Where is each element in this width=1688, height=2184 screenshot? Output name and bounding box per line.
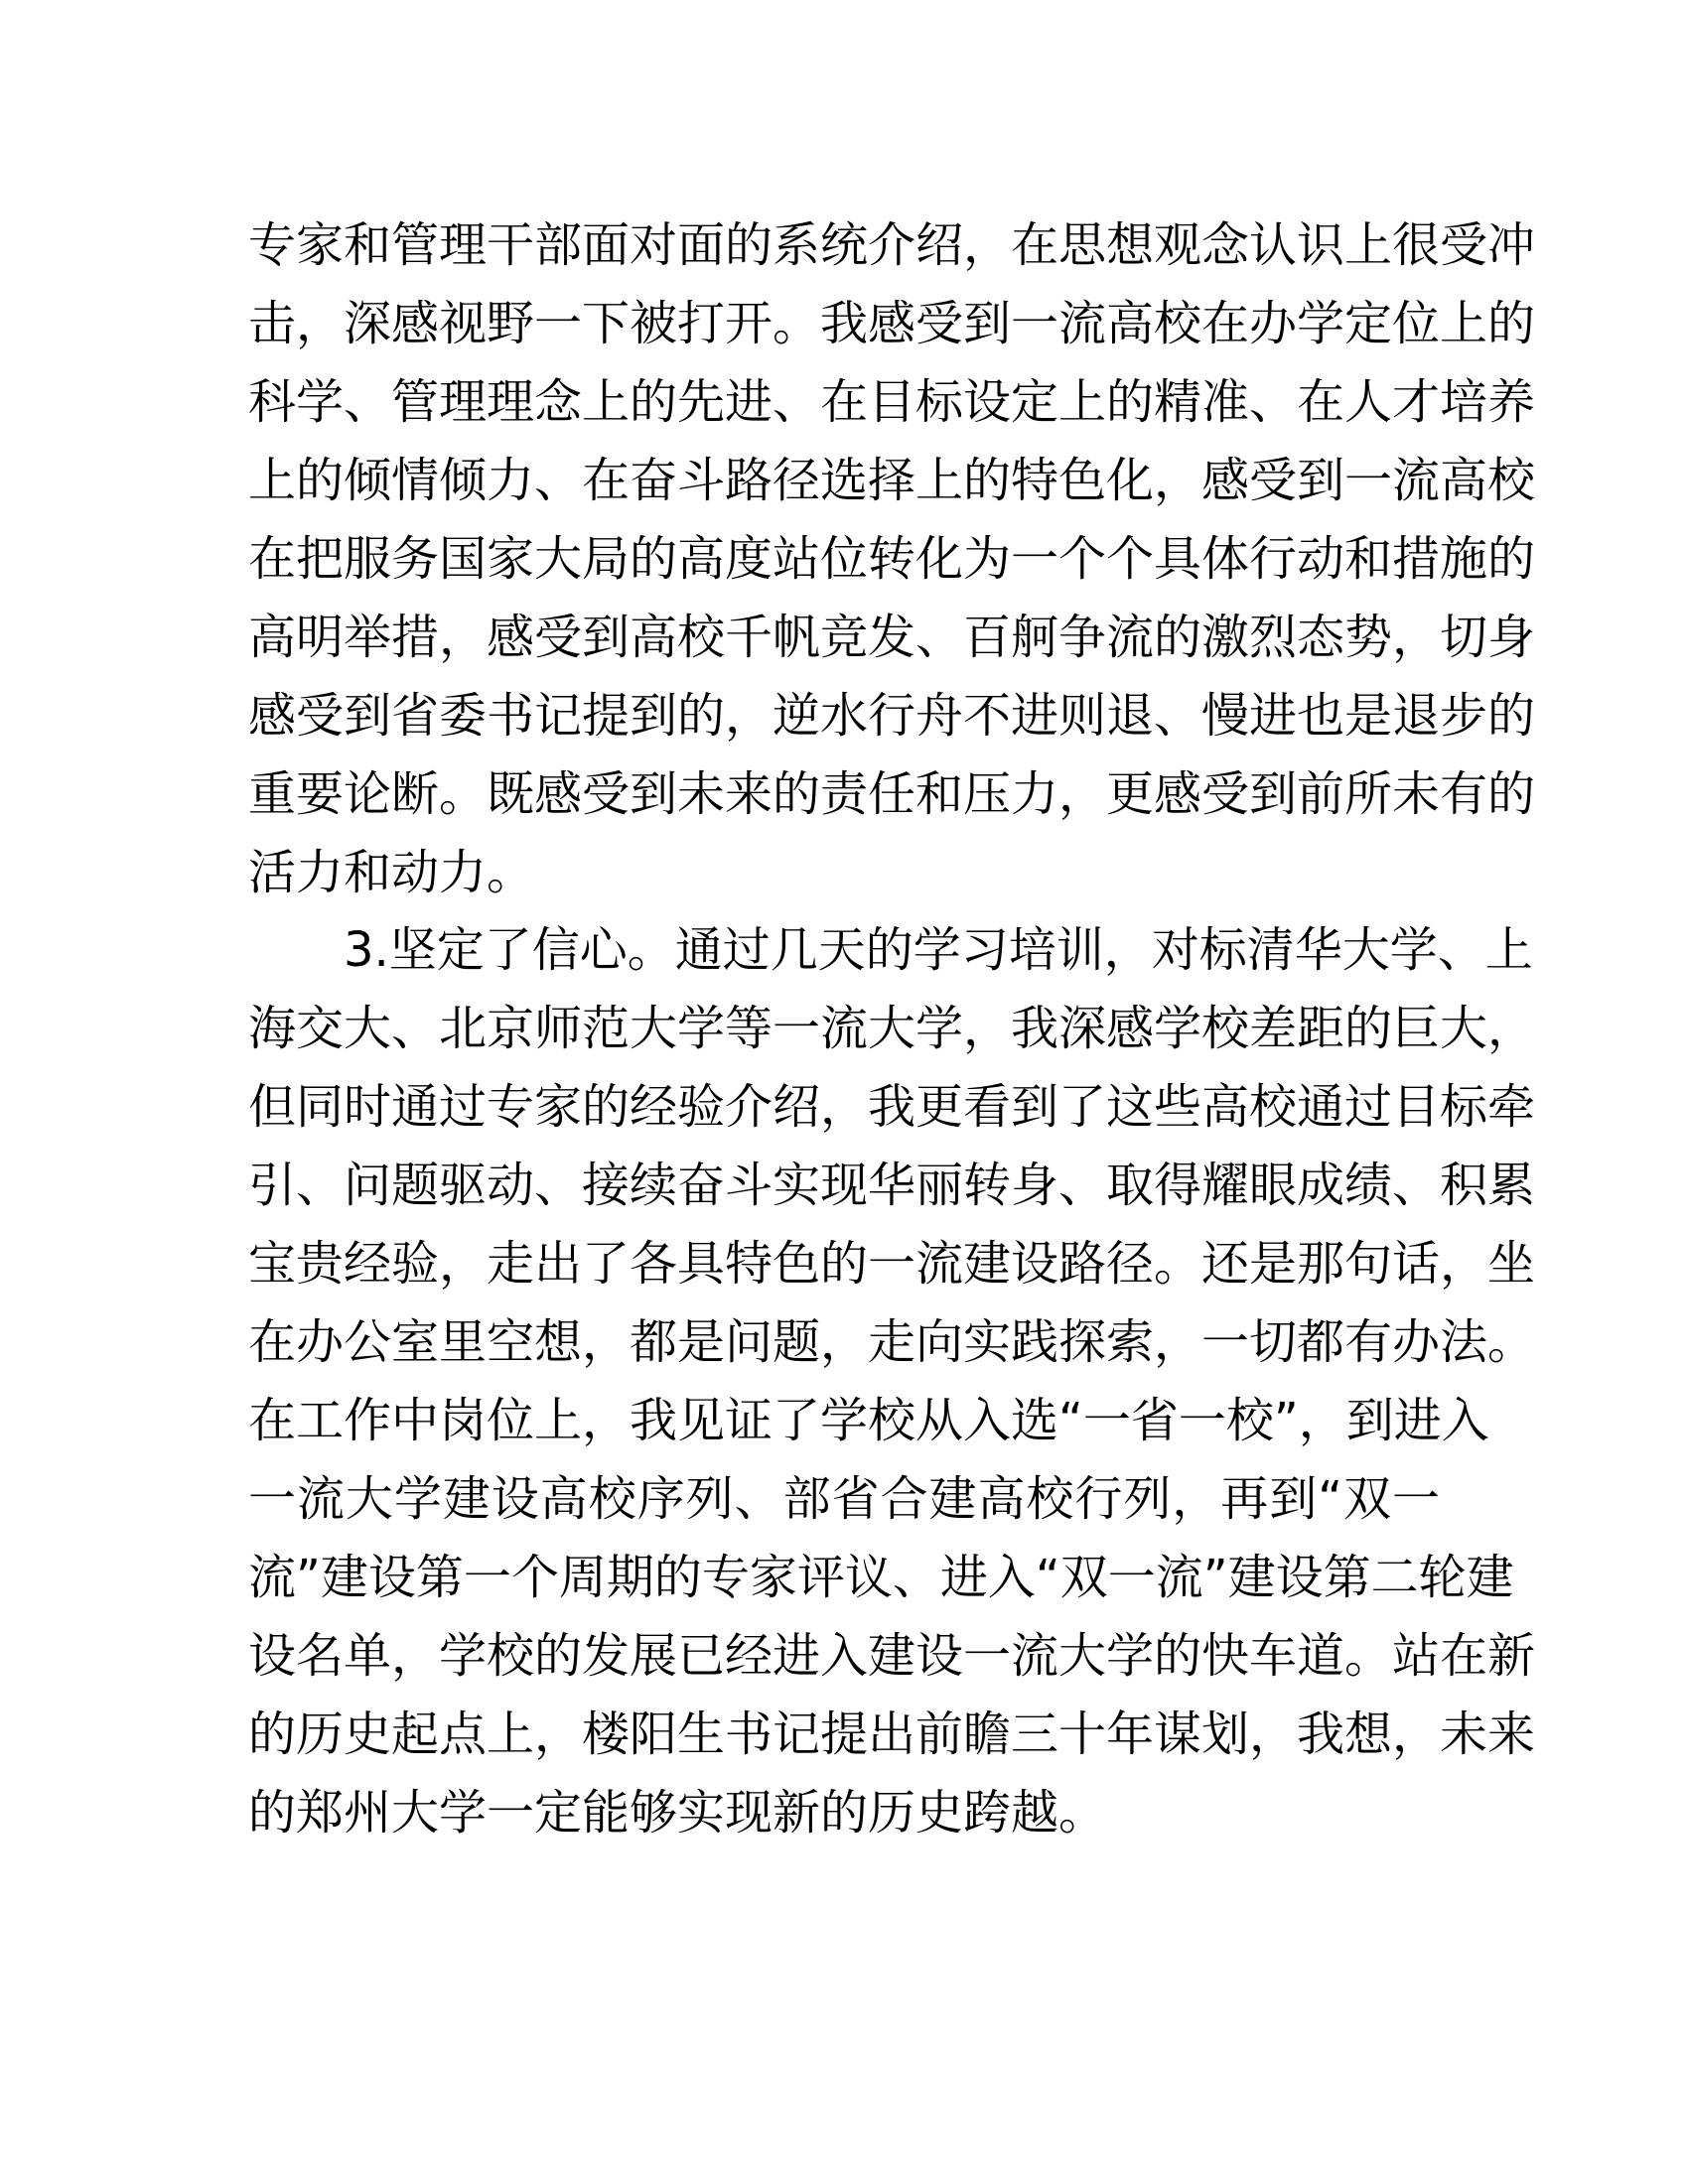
text-line: 科学、管理理念上的先进、在目标设定上的精准、在人才培养 <box>248 374 1536 430</box>
text-line: 设名单，学校的发展已经进入建设一流大学的快车道。站在新 <box>248 1628 1536 1684</box>
text-line: 专家和管理干部面对面的系统介绍，在思想观念认识上很受冲 <box>248 217 1536 273</box>
text-line: 感受到省委书记提到的，逆水行舟不进则退、慢进也是退步的 <box>248 688 1536 744</box>
text-line: 引、问题驱动、接续奋斗实现华丽转身、取得耀眼成绩、积累 <box>248 1158 1536 1213</box>
text-line: 在把服务国家大局的高度站位转化为一个个具体行动和措施的 <box>248 531 1536 587</box>
text-line: 但同时通过专家的经验介绍，我更看到了这些高校通过目标牵 <box>248 1079 1536 1135</box>
text-line: 活力和动力。 <box>248 845 535 900</box>
text-line: 在工作中岗位上，我见证了学校从入选“一省一校”，到进入 <box>248 1393 1489 1448</box>
paragraph-1 <box>248 206 1536 912</box>
text-line: 3.坚定了信心。通过几天的学习培训，对标清华大学、上 <box>344 922 1533 978</box>
text-line: 的郑州大学一定能够实现新的历史跨越。 <box>248 1785 1107 1841</box>
text-line: 在办公室里空想，都是问题，走向实践探索，一切都有办法。 <box>248 1314 1536 1370</box>
paragraph-2 <box>248 911 1536 1852</box>
text-line: 击，深感视野一下被打开。我感受到一流高校在办学定位上的 <box>248 296 1536 351</box>
text-line: 重要论断。既感受到未来的责任和压力，更感受到前所未有的 <box>248 766 1536 822</box>
text-line: 高明举措，感受到高校千帆竞发、百舸争流的激烈态势，切身 <box>248 610 1536 665</box>
text-line: 宝贵经验，走出了各具特色的一流建设路径。还是那句话，坐 <box>248 1236 1536 1292</box>
text-line: 一流大学建设高校序列、部省合建高校行列，再到“双一 <box>248 1471 1440 1527</box>
text-line: 海交大、北京师范大学等一流大学，我深感学校差距的巨大， <box>248 1001 1536 1056</box>
text-line: 的历史起点上，楼阳生书记提出前瞻三十年谋划，我想，未来 <box>248 1706 1536 1762</box>
text-line: 上的倾情倾力、在奋斗路径选择上的特色化，感受到一流高校 <box>248 453 1536 508</box>
text-line: 流”建设第一个周期的专家评议、进入“双一流”建设第二轮建 <box>248 1550 1514 1605</box>
